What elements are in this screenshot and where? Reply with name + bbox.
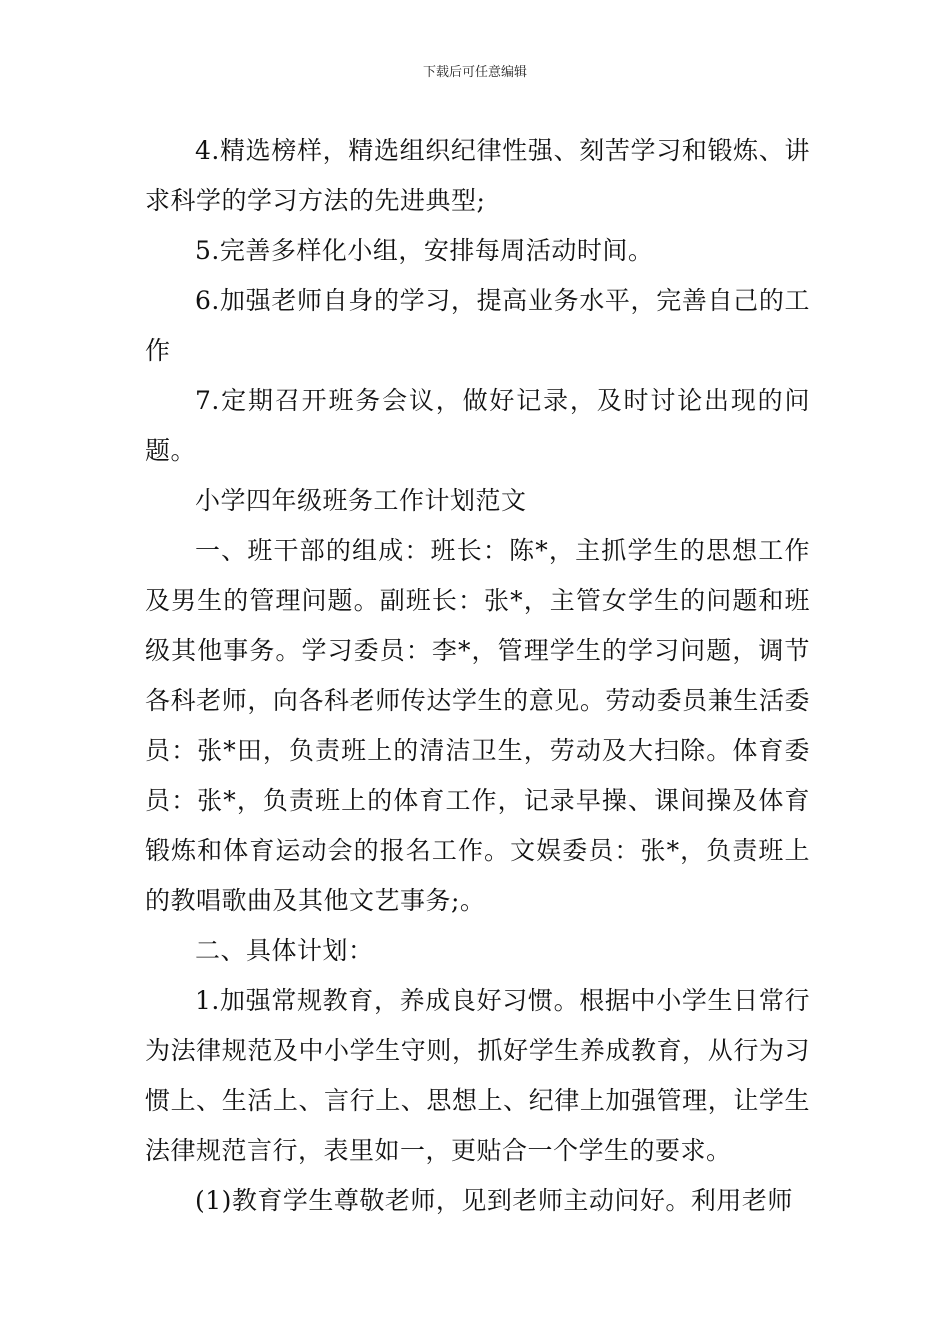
section-title: 小学四年级班务工作计划范文 [195, 486, 527, 515]
paragraph-item-7: 7.定期召开班务会议，做好记录，及时讨论出现的问题。 [145, 386, 810, 465]
paragraph-item-4: 4.精选榜样，精选组织纪律性强、刻苦学习和锻炼、讲求科学的学习方法的先进典型; [145, 136, 810, 215]
paragraph-plan-subitem-1: (1)教育学生尊敬老师，见到老师主动问好。利用老师 [195, 1186, 793, 1215]
paragraph-item-6: 6.加强老师自身的学习，提高业务水平，完善自己的工作 [145, 286, 810, 365]
paragraph-plan-item-1: 1.加强常规教育，养成良好习惯。根据中小学生日常行为法律规范及中小学生守则，抓好学生养成教育，从行为习惯上、生活上、言行上、思想上、纪律上加强管理，让学生法律规范言行，表里如一，更贴合一个学生的要求。 [145, 986, 810, 1165]
document-body [145, 126, 810, 1226]
paragraph-class-cadres: 一、班干部的组成：班长：陈*，主抓学生的思想工作及男生的管理问题。副班长：张*，主管女学生的问题和班级其他事务。学习委员：李*，管理学生的学习问题，调节各科老师，向各科老师传达学生的意见。劳动委员兼生活委员：张*田，负责班上的清洁卫生，劳动及大扫除。体育委员：张*，负责班上的体育工作，记录早操、课间操及体育锻炼和体育运动会的报名工作。文娱委员：张*，负责班上的教唱歌曲及其他文艺事务;。 [145, 536, 810, 915]
page-header-note: 下载后可任意编辑 [422, 65, 527, 80]
paragraph-plan-heading: 二、具体计划： [195, 936, 374, 965]
paragraph-item-5: 5.完善多样化小组，安排每周活动时间。 [195, 236, 654, 265]
